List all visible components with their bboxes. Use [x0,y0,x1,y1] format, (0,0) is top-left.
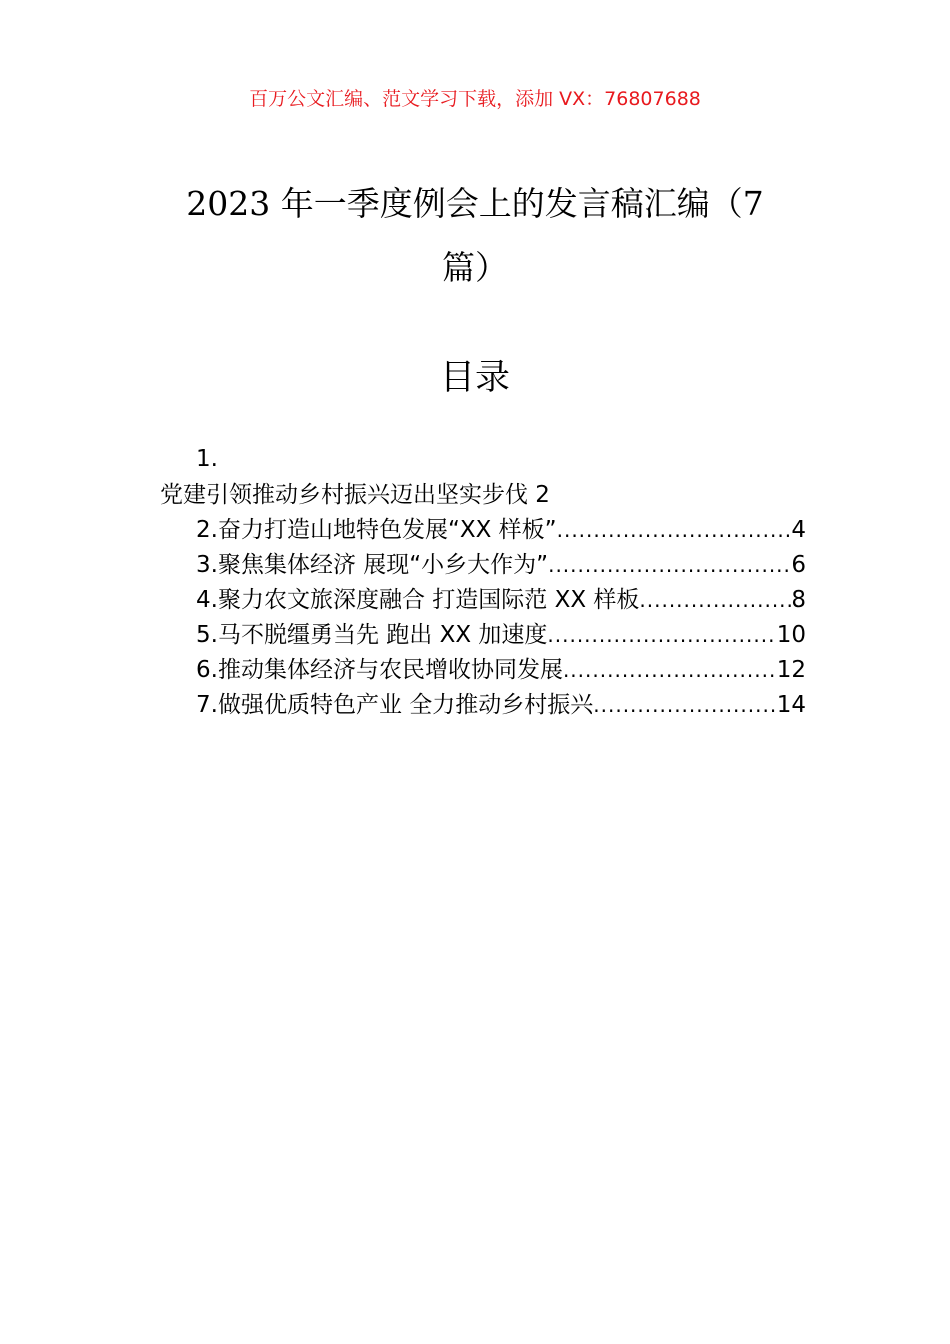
toc-page-number: 10 [776,622,806,648]
header-note: 百万公文汇编、范文学习下载，添加 VX：76807688 [249,88,701,110]
toc-page-number: 14 [776,692,806,718]
toc-dot-leader [557,513,792,548]
toc-dot-leader [548,548,791,583]
toc-item-5[interactable] [196,618,806,653]
toc-page-number: 8 [791,587,806,613]
toc-page-number: 6 [791,552,806,578]
toc-dot-leader [563,653,777,688]
toc-item-2[interactable] [196,513,806,548]
toc-dot-leader [593,688,776,723]
toc-item-label: 6.推动集体经济与农民增收协同发展 [196,657,563,683]
toc-item-7[interactable] [196,688,806,723]
toc-item-label: 3.聚焦集体经济 展现“小乡大作为” [196,552,549,578]
toc-item-label: 7.做强优质特色产业 全力推动乡村振兴 [196,692,594,718]
toc-list [196,513,806,723]
toc-item-label: 4.聚力农文旅深度融合 打造国际范 XX 样板 [196,587,640,613]
toc-dot-leader [547,618,776,653]
toc-item-label: 5.马不脱缰勇当先 跑出 XX 加速度 [196,622,548,648]
toc-item-label: 2.奋力打造山地特色发展“XX 样板” [196,517,557,543]
toc-item-1-text[interactable]: 党建引领推动乡村振兴迈出坚实步伐 2 [160,482,550,508]
toc-heading: 目录 [439,358,510,398]
toc-item-1-number[interactable]: 1. [196,446,218,472]
toc-dot-leader [639,583,791,618]
toc-item-3[interactable] [196,548,806,583]
toc-item-4[interactable] [196,583,806,618]
toc-item-6[interactable] [196,653,806,688]
toc-page-number: 12 [776,657,806,683]
toc-page-number: 4 [791,517,806,543]
document-title: 2023 年一季度例会上的发言稿汇编（7 篇） [186,184,764,287]
